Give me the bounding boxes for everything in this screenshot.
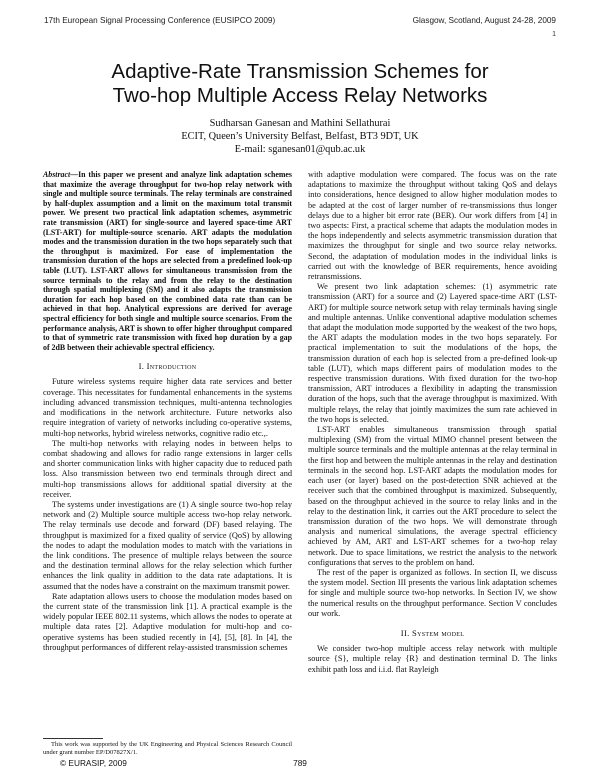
system-model-paragraph-1: We consider two-hop multiple access relay network with multiple source {S}, multiple relay {R} and destination terminal D. The links exhibit path loss and i.i.d. flat Rayleigh [308, 644, 557, 674]
location-date-header: Glasgow, Scotland, August 24-28, 2009 [412, 16, 556, 25]
email: E-mail: sganesan01@qub.ac.uk [234, 144, 366, 155]
right-column [308, 170, 557, 675]
intro-paragraph-2: The multi-hop networks with relaying nodes in between helps to combat shadowing and allows for radio range extensions in larger cells and shorter communication links with higher capacity due to reduced path loss. Also transmission between two end terminals through direct and multi-hop transmissions allows for additional spatial diversity at the receiver. [43, 438, 292, 499]
author-block [0, 117, 600, 156]
abstract-lead: Abstract [43, 170, 71, 179]
system-model-heading: II. System model [400, 627, 465, 638]
intro-paragraph-5: with adaptive modulation were compared. The focus was on the rate adaptations to maximize the throughput without taking QoS and delays into considerations, hence designed to allow higher modulation modes to be adapted at the cost of larger number of re-transmissions thus longer delays due to a higher bit error rate (BER). Our work differs from [4] in two aspects: First, a practical scheme that adapts the modulation modes in the hops independently and selects asymmetric transmission duration that maximizes the throughput for single and two source relay networks. Second, the adaptation of modulation modes in the individual links is carried out with the knowledge of BER requirements, hence avoiding retransmissions. [308, 170, 557, 282]
introduction-heading: I. Introduction [138, 361, 197, 372]
conference-header: 17th European Signal Processing Conference (EUSIPCO 2009) [44, 16, 276, 25]
abstract-text: —In this paper we present and analyze link adaptation schemes that maximize the average throughput for two-hop relay network with single and multiple source terminals. The relay terminals are constrained by half-duplex assumption and a limit on the maximum total transmit power. We present two practical link adaptation schemes, asymmetric rate transmission (ART) for single-source and layered space-time ART (LST-ART) for multiple-source scenario. ART adapts the modulation modes and the transmission duration in the two hops separately such that the throughput is maximized. For ease of implementation the transmission duration of the hops are selected from a predefined look-up table (LUT). LST-ART allows for simultaneous transmission from the source terminals to the relay and from the relay to the destination through spatial multiplexing (SM) and it also adapts the transmission duration for each hop based on the combined data rate than can be achieved in that hop. Analytical expressions are derived for average spectral efficiency for both single and multiple source scenarios. From the performance analysis, ART is shown to offer higher throughput compared to that of symmetric rate transmission with fixed hop duration by a gap of 2dB between their achievable spectral efficiency. [43, 170, 292, 352]
corner-number: 1 [552, 31, 556, 38]
abstract [43, 170, 292, 352]
footnote-divider [43, 738, 103, 739]
page-number: 789 [293, 758, 307, 768]
intro-paragraph-6: We present two link adaptation schemes: (1) asymmetric rate transmission (ART) for a source and (2) Layered space-time ART (LST-ART) for multiple source network setup with relay terminals having single and multiple antennas. Unlike conventional adaptive modulation schemes that adapt the modulation mode supported by the weakest of the two hops, the ART adapts the modulation modes in the two hops separately. For practical implementation to suit the modulations of the hops, the transmission duration of each hop is selected from a pre-defined look-up table (LUT), which maps different pairs of modulation modes to the respective transmission durations. With fixed duration for the two-hop transmission, ART introduces a flexibility in adapting the transmission duration of the hops, such that the average throughput is maximized. With multiple relays, the relay that jointly maximizes the sum rate achieved in the two hops is selected. [308, 282, 557, 424]
paper-title [0, 60, 600, 108]
footnote: This work was supported by the UK Engineering and Physical Sciences Research Council under grant number EP/D07827X/1. [43, 741, 292, 756]
intro-paragraph-8: The rest of the paper is organized as follows. In section II, we discuss the system model. Section III presents the various link adaptation schemes for single and multiple source two-hop networks. In Section IV, we show the numerical results on the throughput performance. Section V concludes our work. [308, 567, 557, 618]
intro-paragraph-3: The systems under investigations are (1) A single source two-hop relay network and (2) Multiple source multiple access two-hop relay network. The relay terminals use decode and forward (DF) based relaying. The throughput is maximized for a fixed quality of service (QoS) by allowing the nodes to adapt the modulation modes to match with the variations in the link conditions. The presence of multiple relays between the source and the destination terminal allows for the relay selection which further enhances the link quality in addition to the data rate adaptations. It is assumed that the nodes have a constraint on the maximum transmit power. [43, 499, 292, 591]
title-line-2: Two-hop Multiple Access Relay Networks [112, 84, 488, 107]
title-line-1: Adaptive-Rate Transmission Schemes for [111, 60, 489, 83]
intro-paragraph-1: Future wireless systems require higher data rate services and better coverage. This necessitates for fundamental enhancements in the systems including advanced transmission techniques, multi-antenna technologies and modifications in the network architecture. Future networks also require integration of variety of networks including co-operative systems, multi-hop networks, hybrid wireless networks, cognitive radio etc.,. [43, 377, 292, 438]
copyright: © EURASIP, 2009 [60, 758, 127, 768]
intro-paragraph-4: Rate adaptation allows users to choose the modulation modes based on the current state of the transmission link [1]. A practical example is the widely popular IEEE 802.11 systems, which allows the nodes to operate at multiple data rates [2]. Adaptive modulation for multi-hop and co-operative systems has been studied recently in [4], [5], [8]. In [4], the throughput performances of different relay-assisted transmission schemes [43, 591, 292, 652]
author-names: Sudharsan Ganesan and Mathini Sellathurai [209, 118, 391, 129]
affiliation: ECIT, Queen’s University Belfast, Belfast, BT3 9DT, UK [181, 131, 419, 142]
intro-paragraph-7: LST-ART enables simultaneous transmission through spatial multiplexing (SM) from the virtual MIMO channel present between the multiple source terminals and the multiple antennas at the relay terminal in the first hop and between the multiple antennas in the relay and destination terminals in the second hop. LST-ART adapts the modulation modes for each user (or layer) based on the post-detection SNR achieved at the receiver such that the combined throughput is maximized. Subsequently, based on the throughput achieved in the source to relay links and in the relay to the destination link, it carries out the ART procedure to select the transmission duration of the two hops. We will demonstrate through analysis and numerical simulations, the average spectral efficiency achieved by AM, ART and LST-ART schemes for a two-hop relay network. Due to space limitations, we restrict the analysis to the network configurations that serves to the problem on hand. [308, 425, 557, 567]
left-column [43, 170, 292, 653]
